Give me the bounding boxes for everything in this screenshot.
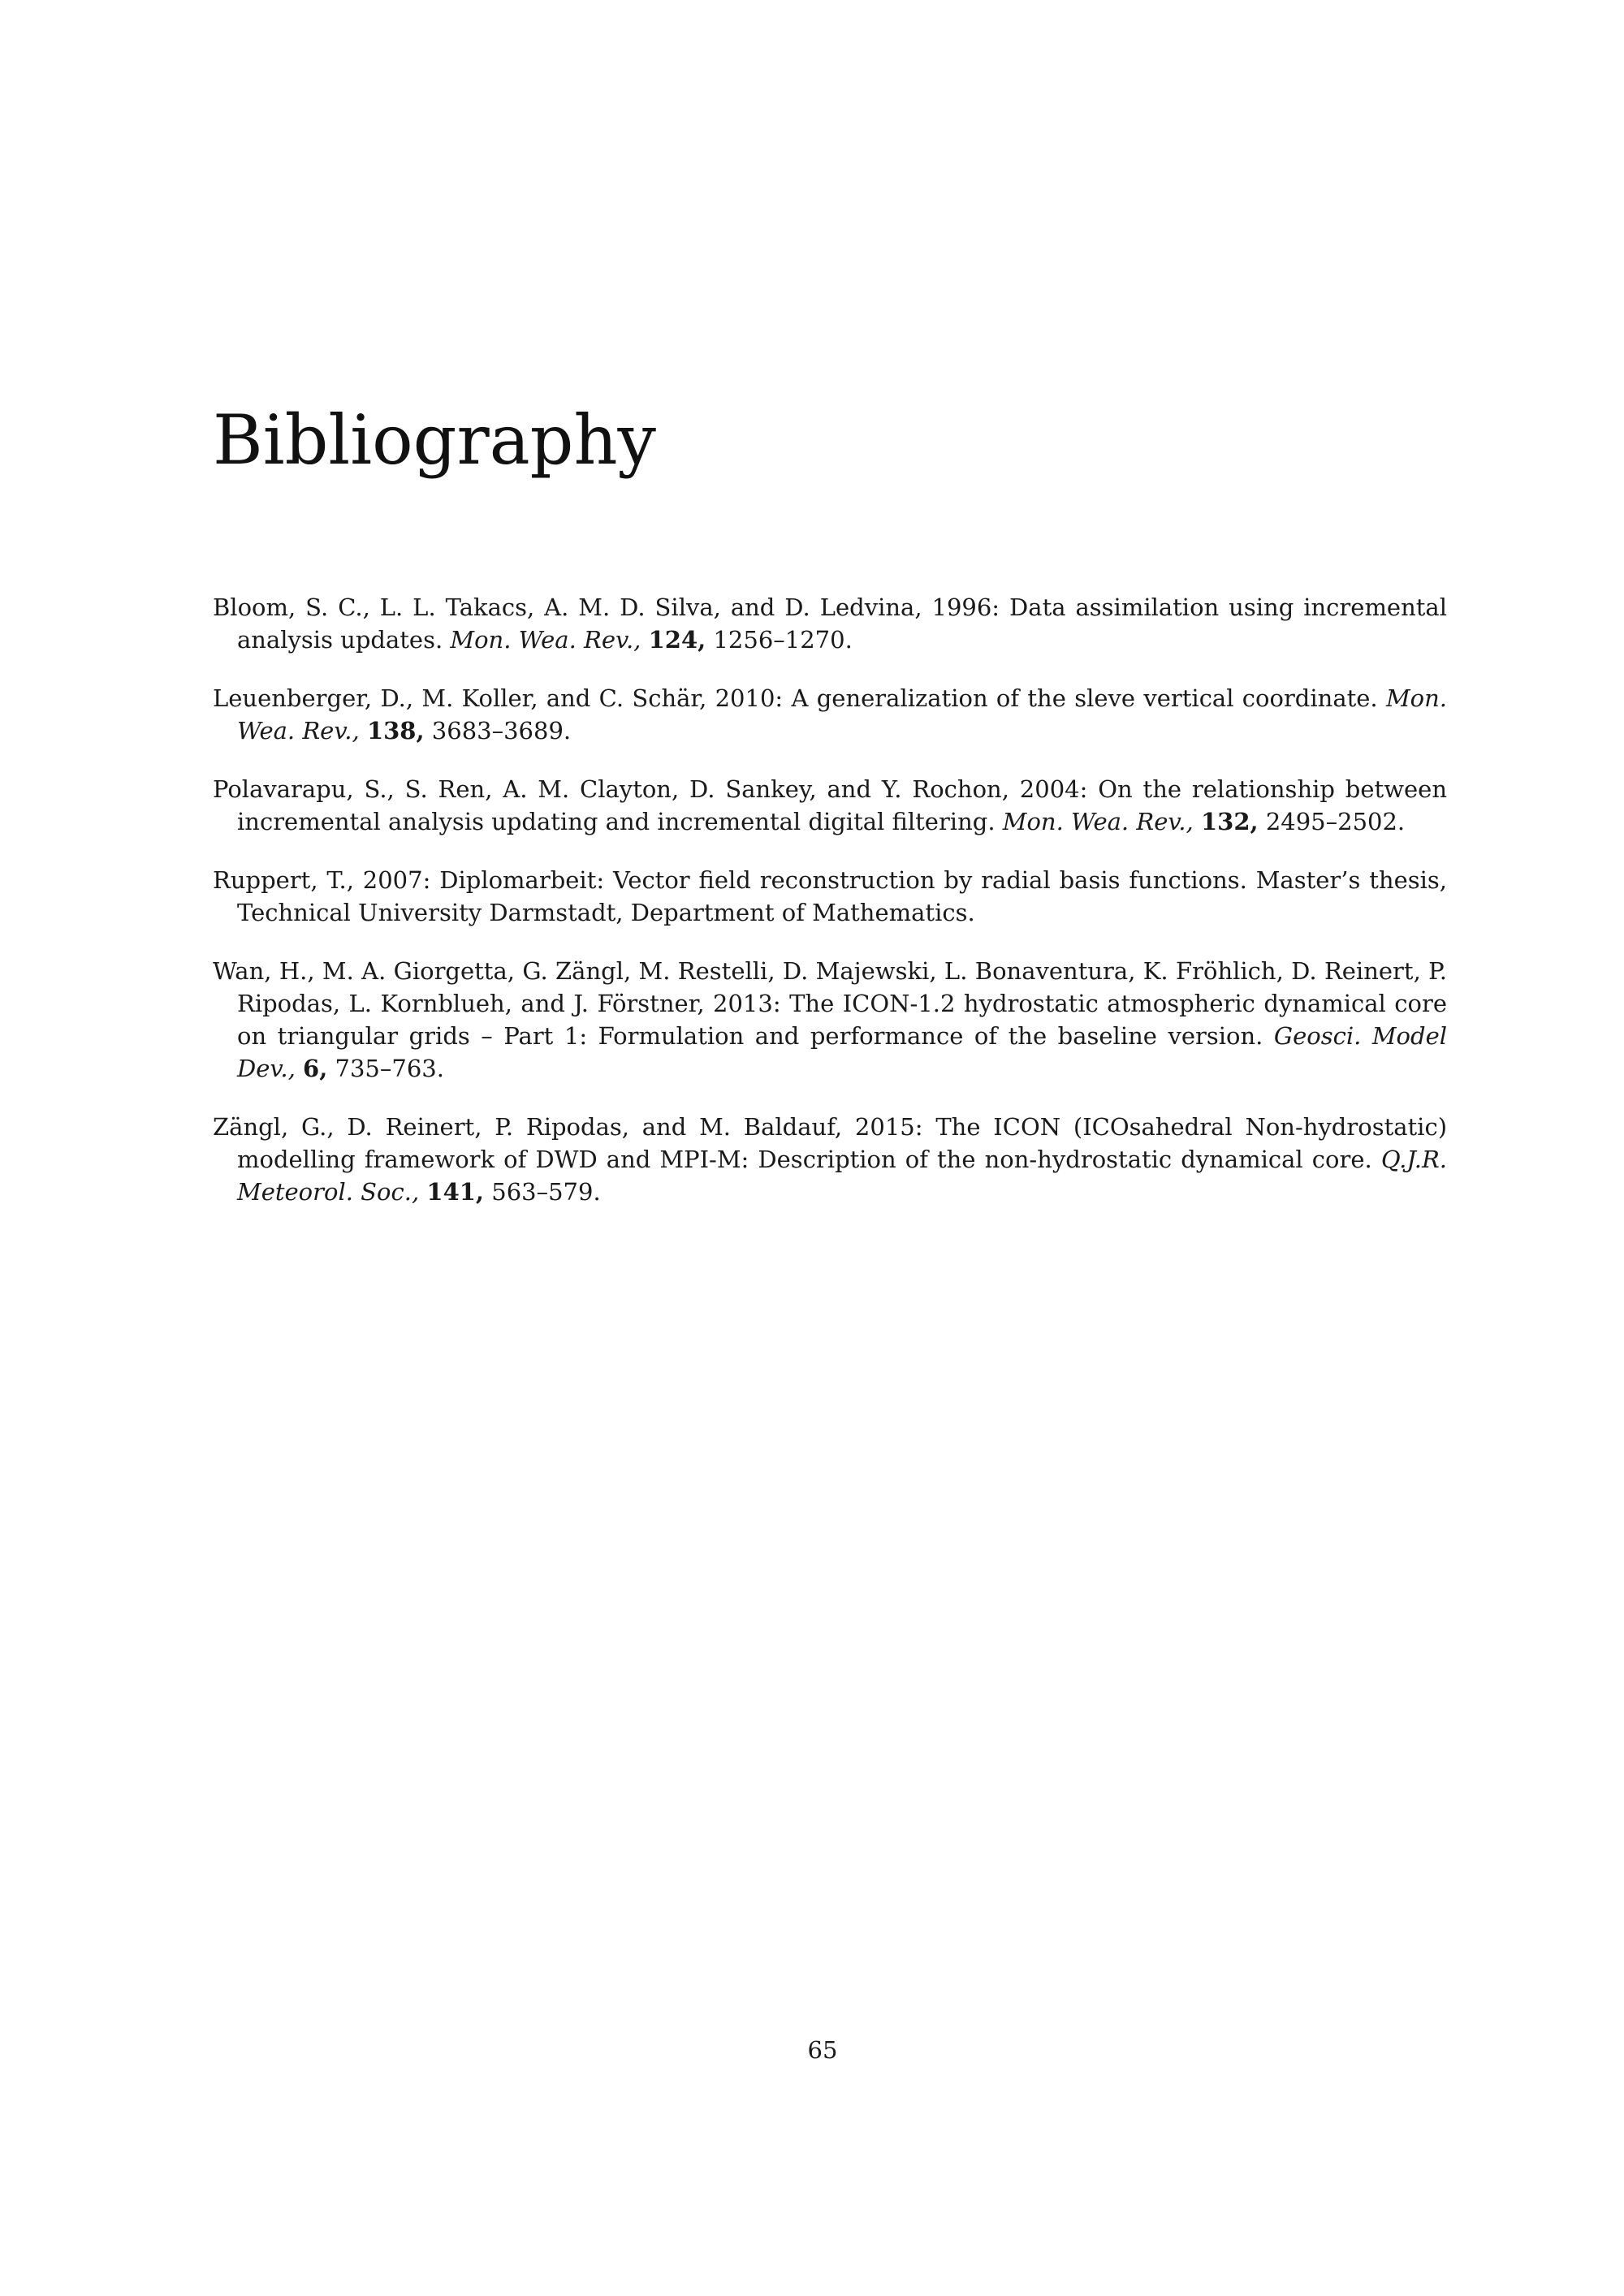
- bib-volume: 6,: [303, 1055, 328, 1082]
- bib-authors-year: Wan, H., M. A. Giorgetta, G. Zängl, M. Restelli, D. Majewski, L. Bonaventura, K. Fröhlich, D. Reinert, P. Ripodas, L. Kornblueh, and J. Förstner, 2013:: [213, 957, 1447, 1017]
- bib-title: The ICON (ICOsahedral Non-hydrostatic) modelling framework of DWD and MPI-M: Description of the non-hydrostatic dynamical core.: [237, 1113, 1448, 1173]
- bib-title: Diplomarbeit: Vector field reconstruction by radial basis functions. Master’s thesis, Technical University Darmstadt, Department of Mathematics.: [237, 866, 1447, 926]
- page-title: Bibliography: [213, 400, 656, 480]
- bib-pages: 1256–1270.: [713, 626, 853, 654]
- bib-pages: 2495–2502.: [1265, 808, 1406, 835]
- bib-authors-year: Zängl, G., D. Reinert, P. Ripodas, and M. Baldauf, 2015:: [213, 1113, 923, 1141]
- bib-entry-wan-2013: [213, 955, 1447, 1085]
- bibliography-list: [213, 591, 1447, 1234]
- bib-journal: Mon. Wea. Rev.,: [237, 684, 1448, 744]
- bib-authors-year: Leuenberger, D., M. Koller, and C. Schär, 2010:: [213, 684, 784, 712]
- bib-journal: Geosci. Model Dev.,: [237, 1022, 1448, 1082]
- bib-title: The ICON-1.2 hydrostatic atmospheric dynamical core on triangular grids – Part 1: Formulation and performance of the baseline version.: [237, 990, 1447, 1050]
- bib-journal: Mon. Wea. Rev.,: [1002, 808, 1194, 835]
- bib-volume: 124,: [648, 626, 706, 654]
- bib-title: On the relationship between incremental analysis updating and incremental digital filtering.: [237, 775, 1448, 835]
- bib-journal: Q.J.R. Meteorol. Soc.,: [237, 1146, 1448, 1206]
- page-number: 65: [807, 2036, 838, 2064]
- bib-entry-polavarapu-2004: [213, 773, 1447, 838]
- bib-entry-bloom-1996: [213, 591, 1447, 656]
- bib-title: Data assimilation using incremental analysis updates.: [237, 593, 1447, 654]
- bib-entry-zangl-2015: [213, 1111, 1447, 1208]
- bib-title: A generalization of the sleve vertical coordinate.: [791, 684, 1378, 712]
- bib-authors-year: Bloom, S. C., L. L. Takacs, A. M. D. Silva, and D. Ledvina, 1996:: [213, 593, 1000, 621]
- bib-pages: 735–763.: [335, 1055, 444, 1082]
- bib-authors-year: Polavarapu, S., S. Ren, A. M. Clayton, D. Sankey, and Y. Rochon, 2004:: [213, 775, 1088, 803]
- bib-entry-leuenberger-2010: [213, 682, 1447, 747]
- bib-volume: 132,: [1200, 808, 1259, 835]
- bib-pages: 3683–3689.: [431, 717, 572, 744]
- bib-entry-ruppert-2007: [213, 864, 1447, 929]
- bib-volume: 141,: [426, 1178, 485, 1206]
- bib-journal: Mon. Wea. Rev.,: [450, 626, 641, 654]
- bib-volume: 138,: [366, 717, 425, 744]
- bib-authors-year: Ruppert, T., 2007:: [213, 866, 431, 894]
- bib-pages: 563–579.: [491, 1178, 601, 1206]
